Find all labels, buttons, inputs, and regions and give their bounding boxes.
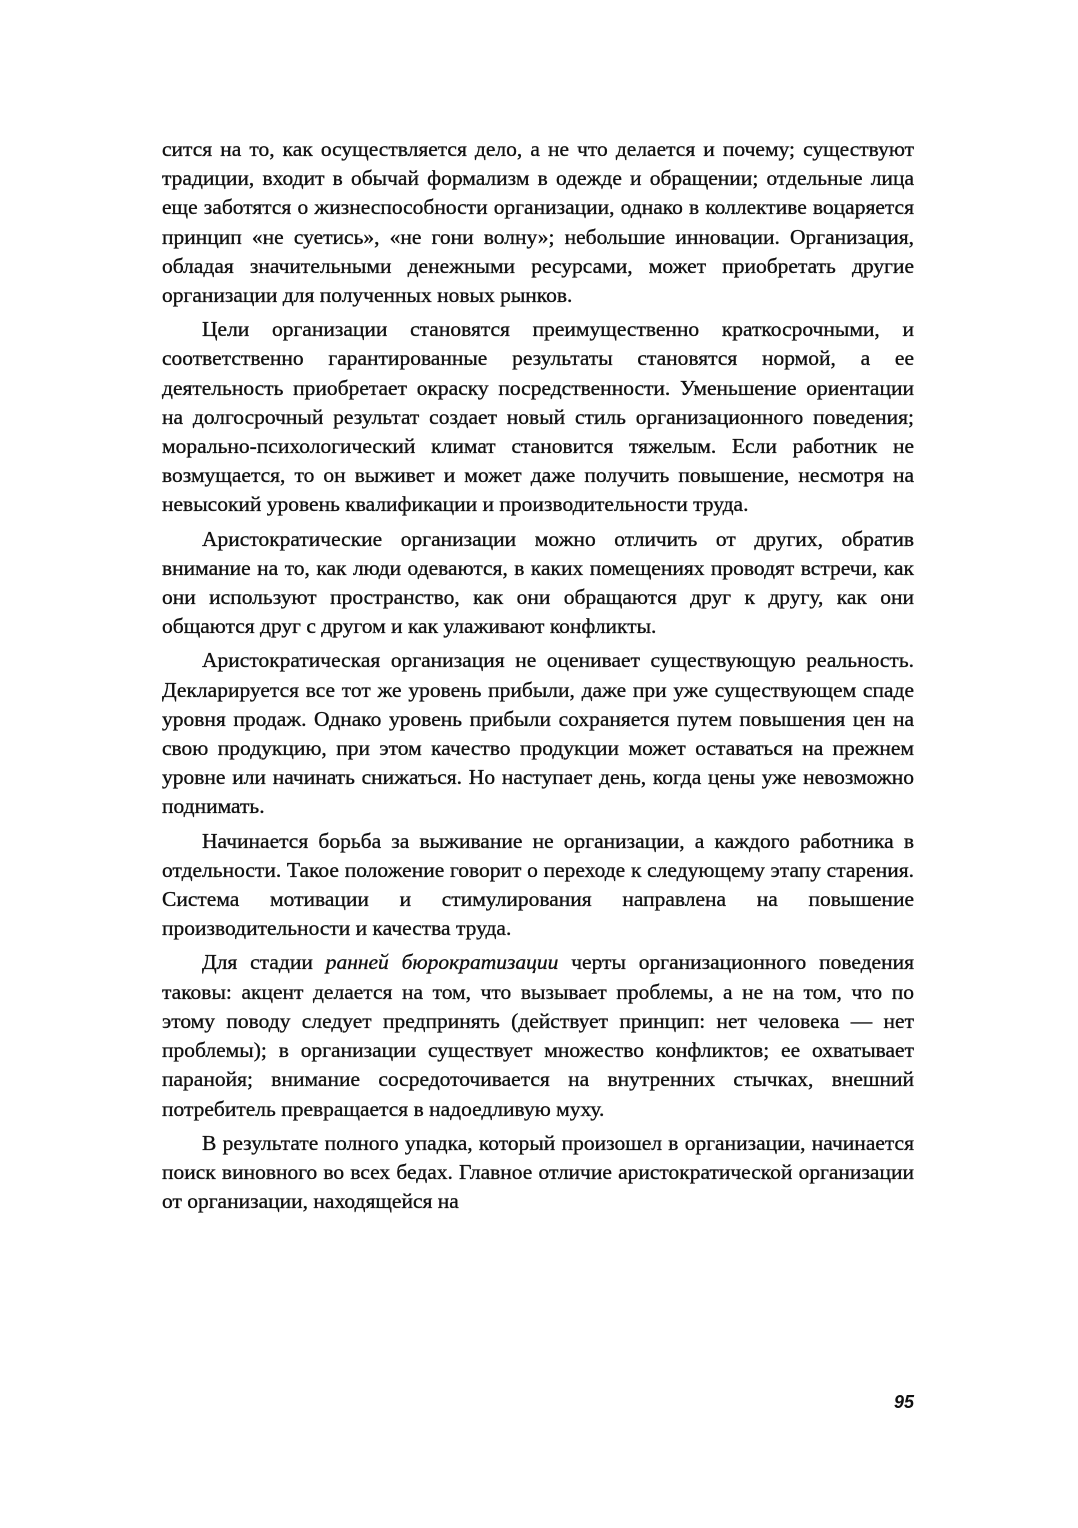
page-number: 95 (893, 1392, 914, 1412)
paragraph-decline: В результате полного упадка, который произошел в организации, начинается поиск виновного во всех бедах. Главное отличие аристократической организации от организации, находящейся на (162, 1130, 914, 1214)
paragraph-continuation: сится на то, как осуществляется дело, а не что делается и почему; существуют традиции, входит в обычай формализм в одежде и обращении; отдельные лица еще заботятся о жизнеспособности организации, однако в коллективе воцаряется принцип «не суетись», «не гони волну»; небольшие инновации. Организация, обладая значительными денежными ресурсами, может приобретать другие организации для полученных новых рынков. (162, 137, 914, 308)
emphasis-term: ранней бюрократизации (325, 950, 559, 975)
paragraph-aristocratic-reality: Аристократическая организация не оценивает существующую реальность. Декларируется все тот же уровень прибыли, даже при уже существующем спаде уровня продаж. Однако уровень прибыли сохраняется путем повышения цен на свою продукцию, при этом качество продукции может оставаться на прежнем уровне или начинать снижаться. Но наступает день, когда цены уже невозможно поднимать. (162, 648, 914, 819)
paragraph-survival: Начинается борьба за выживание не организации, а каждого работника в отдельности. Такое положение говорит о переходе к следующему этапу старения. Система мотивации и стимулирования направлена на повышение производительности и качества труда. (162, 828, 914, 941)
paragraph-lead-in: Для стадии (202, 950, 326, 975)
body-text (162, 135, 914, 1216)
paragraph-short-term-goals: Цели организации становятся преимущественно краткосрочными, и соответственно гарантированные результаты становятся нормой, а ее деятельность приобретает окраску посредственности. Уменьшение ориентации на долгосрочный результат создает новый стиль организационного поведения; морально-психологический климат становится тяжелым. Если работник не возмущается, то он выживет и может даже получить повышение, несмотря на невысокий уровень квалификации и производительности труда. (162, 317, 914, 517)
paragraph-early-bureaucratization (162, 948, 914, 1123)
paragraph-aristocratic-signs: Аристократические организации можно отличить от других, обратив внимание на то, как люди одеваются, в каких помещениях проводят встречи, как они используют пространство, как они обращаются друг к другу, как они общаются друг с другом и как улаживают конфликты. (162, 526, 914, 639)
paragraph-remainder: черты организационного поведения таковы: акцент делается на том, что вызывает проблемы, а не на том, что по этому поводу следует предпринять (действует принцип: нет человека — нет проблемы); в организации существует множество конфликтов; ее охватывает паранойя; внимание сосредоточивается на внутренних стычках, внешний потребитель превращается в надоедливую муху. (162, 950, 914, 1121)
